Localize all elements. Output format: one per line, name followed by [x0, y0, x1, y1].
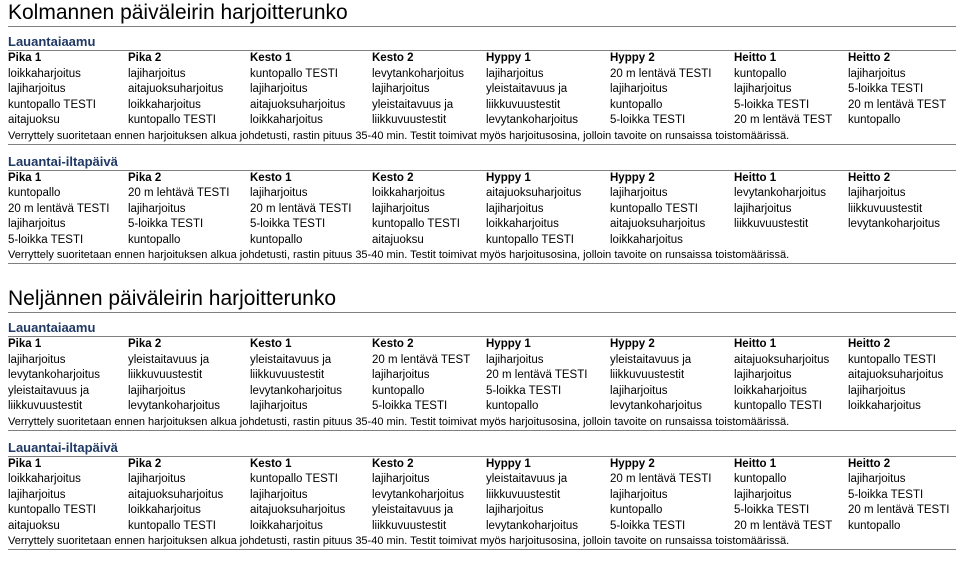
- table-cell: lajiharjoitus: [734, 369, 792, 381]
- table-cell: lajiharjoitus: [8, 353, 66, 366]
- table-cell: 20 m lentävä TESTI: [610, 473, 712, 485]
- table-cell: loikkaharjoitus: [610, 233, 683, 246]
- column-header: Hyppy 1: [486, 171, 531, 184]
- section-title: Lauantai-iltapäivä: [8, 439, 956, 457]
- column-header: Kesto 2: [372, 52, 414, 64]
- column-header: Kesto 2: [372, 171, 414, 184]
- table-cell: levytankoharjoitus: [372, 67, 465, 80]
- table-cell: kuntopallo: [610, 98, 663, 111]
- table-row: [8, 98, 956, 114]
- table-cell: 20 m lentävä TEST: [734, 114, 833, 126]
- table-cell: lajiharjoitus: [848, 473, 906, 485]
- table-cell: lajiharjoitus: [8, 218, 66, 230]
- table-cell: liikkuvuustestit: [372, 114, 447, 126]
- column-header: Pika 2: [128, 338, 162, 350]
- table-row: [8, 384, 956, 400]
- column-header: Pika 2: [128, 457, 162, 470]
- table-cell: 5-loikka TESTI: [372, 400, 448, 412]
- table-cell: levytankoharjoitus: [734, 187, 827, 199]
- table-cell: kuntopallo TESTI: [372, 218, 461, 230]
- column-header: Hyppy 2: [610, 52, 655, 64]
- table-cell: kuntopallo TESTI: [486, 233, 575, 246]
- table-header-row: [8, 457, 956, 473]
- column-header: Hyppy 2: [610, 457, 655, 470]
- table-cell: loikkaharjoitus: [128, 504, 201, 516]
- table-cell: 20 m lehtävä TESTI: [128, 187, 230, 199]
- table-cell: lajiharjoitus: [8, 83, 66, 95]
- table-cell: kuntopallo TESTI: [8, 98, 97, 111]
- column-header: Hyppy 1: [486, 457, 531, 470]
- table-cell: 20 m lentävä TEST: [372, 353, 471, 366]
- column-header: Kesto 1: [250, 457, 292, 470]
- column-header: Hyppy 1: [486, 338, 531, 350]
- table-cell: liikkuvuustestit: [610, 369, 685, 381]
- column-header: Pika 2: [128, 52, 162, 64]
- page-title-2: Neljännen päiväleirin harjoitterunko: [8, 287, 337, 310]
- warmup-note: Verryttely suoritetaan ennen harjoituksen alkua johdetusti, rastin pituus 35-40 min. Testit toimivat myös harjoitusosina, jolloin tavoite on runsaissa toistomäärissä.: [8, 415, 956, 431]
- column-header: Pika 1: [8, 171, 42, 184]
- schedule-table: [8, 337, 956, 415]
- table-row: [8, 503, 956, 519]
- table-row: [8, 202, 956, 218]
- table-cell: lajiharjoitus: [848, 187, 906, 199]
- table-cell: loikkaharjoitus: [734, 384, 807, 397]
- table-row: [8, 113, 956, 129]
- table-cell: liikkuvuustestit: [8, 400, 83, 412]
- table-cell: yleistaitavuus ja: [486, 473, 568, 485]
- table-cell: lajiharjoitus: [128, 473, 186, 485]
- table-cell: yleistaitavuus ja: [372, 98, 454, 111]
- section-2-1: [8, 319, 956, 431]
- title-divider: [8, 312, 956, 313]
- column-header: Heitto 1: [734, 171, 777, 184]
- table-cell: 5-loikka TESTI: [848, 488, 924, 501]
- table-cell: aitajuoksuharjoitus: [610, 218, 706, 230]
- column-header: Kesto 1: [250, 171, 292, 184]
- table-header-row: [8, 171, 956, 187]
- table-row: [8, 353, 956, 369]
- table-cell: aitajuoksu: [8, 114, 60, 126]
- table-row: [8, 217, 956, 233]
- table-row: [8, 399, 956, 415]
- table-cell: lajiharjoitus: [734, 202, 792, 215]
- table-cell: aitajuoksu: [8, 519, 60, 532]
- table-cell: 5-loikka TESTI: [734, 98, 810, 111]
- table-cell: lajiharjoitus: [486, 67, 544, 80]
- table-cell: kuntopallo: [486, 400, 539, 412]
- table-cell: kuntopallo TESTI: [250, 473, 339, 485]
- table-cell: lajiharjoitus: [610, 83, 668, 95]
- table-cell: 20 m lentävä TESTI: [8, 202, 110, 215]
- table-cell: liikkuvuustestit: [250, 369, 325, 381]
- table-row: [8, 186, 956, 202]
- table-cell: 5-loikka TESTI: [734, 504, 810, 516]
- table-cell: kuntopallo: [848, 519, 901, 532]
- table-cell: loikkaharjoitus: [8, 473, 81, 485]
- table-cell: lajiharjoitus: [128, 202, 186, 215]
- table-cell: 5-loikka TESTI: [8, 233, 84, 246]
- table-cell: liikkuvuustestit: [486, 488, 561, 501]
- table-cell: liikkuvuustestit: [128, 369, 203, 381]
- table-row: [8, 233, 956, 249]
- table-cell: lajiharjoitus: [250, 400, 308, 412]
- table-cell: levytankoharjoitus: [250, 384, 343, 397]
- column-header: Pika 1: [8, 457, 42, 470]
- table-cell: lajiharjoitus: [610, 488, 668, 501]
- table-cell: aitajuoksuharjoitus: [128, 488, 224, 501]
- section-1-2: [8, 153, 956, 265]
- table-cell: 5-loikka TESTI: [848, 83, 924, 95]
- table-cell: 5-loikka TESTI: [250, 218, 326, 230]
- table-cell: 5-loikka TESTI: [610, 519, 686, 532]
- table-cell: lajiharjoitus: [610, 187, 668, 199]
- column-header: Heitto 2: [848, 338, 891, 350]
- table-cell: levytankoharjoitus: [128, 400, 221, 412]
- table-cell: 20 m lentävä TESTI: [610, 67, 712, 80]
- table-cell: lajiharjoitus: [250, 488, 308, 501]
- table-cell: kuntopallo: [128, 233, 181, 246]
- warmup-note: Verryttely suoritetaan ennen harjoituksen alkua johdetusti, rastin pituus 35-40 min. Testit toimivat myös harjoitusosina, jolloin tavoite on runsaissa toistomäärissä.: [8, 129, 956, 145]
- table-cell: aitajuoksu: [372, 233, 424, 246]
- table-cell: loikkaharjoitus: [128, 98, 201, 111]
- table-cell: 20 m lentävä TESTI: [486, 369, 588, 381]
- table-cell: kuntopallo TESTI: [250, 67, 339, 80]
- table-cell: liikkuvuustestit: [848, 202, 923, 215]
- column-header: Kesto 2: [372, 457, 414, 470]
- table-cell: 5-loikka TESTI: [610, 114, 686, 126]
- warmup-note: Verryttely suoritetaan ennen harjoituksen alkua johdetusti, rastin pituus 35-40 min. Testit toimivat myös harjoitusosina, jolloin tavoite on runsaissa toistomäärissä.: [8, 248, 956, 264]
- table-cell: yleistaitavuus ja: [372, 504, 454, 516]
- table-row: [8, 472, 956, 488]
- table-cell: lajiharjoitus: [128, 67, 186, 80]
- table-cell: lajiharjoitus: [610, 384, 668, 397]
- table-cell: aitajuoksuharjoitus: [128, 83, 224, 95]
- table-cell: kuntopallo: [8, 187, 61, 199]
- table-cell: 5-loikka TESTI: [128, 218, 204, 230]
- table-cell: kuntopallo TESTI: [734, 400, 823, 412]
- table-cell: aitajuoksuharjoitus: [250, 504, 346, 516]
- table-cell: loikkaharjoitus: [250, 519, 323, 532]
- table-cell: lajiharjoitus: [486, 202, 544, 215]
- table-header-row: [8, 51, 956, 67]
- table-cell: lajiharjoitus: [372, 83, 430, 95]
- table-cell: 20 m lentävä TESTI: [848, 504, 950, 516]
- column-header: Hyppy 2: [610, 338, 655, 350]
- table-cell: kuntopallo TESTI: [848, 353, 937, 366]
- table-cell: 20 m lentävä TEST: [734, 519, 833, 532]
- column-header: Hyppy 1: [486, 52, 531, 64]
- table-cell: lajiharjoitus: [848, 384, 906, 397]
- table-cell: lajiharjoitus: [734, 83, 792, 95]
- table-cell: levytankoharjoitus: [486, 114, 579, 126]
- table-cell: aitajuoksuharjoitus: [486, 187, 582, 199]
- table-row: [8, 519, 956, 535]
- table-cell: kuntopallo: [250, 233, 303, 246]
- table-cell: aitajuoksuharjoitus: [848, 369, 944, 381]
- column-header: Pika 1: [8, 338, 42, 350]
- table-cell: lajiharjoitus: [372, 369, 430, 381]
- table-cell: 5-loikka TESTI: [486, 384, 562, 397]
- table-cell: [734, 233, 848, 249]
- table-cell: yleistaitavuus ja: [250, 353, 332, 366]
- table-cell: yleistaitavuus ja: [486, 83, 568, 95]
- table-cell: liikkuvuustestit: [372, 519, 447, 532]
- table-cell: yleistaitavuus ja: [610, 353, 692, 366]
- table-cell: kuntopallo: [734, 67, 787, 80]
- column-header: Kesto 1: [250, 52, 292, 64]
- column-header: Kesto 1: [250, 338, 292, 350]
- title-divider: [8, 26, 956, 27]
- page-title-1: Kolmannen päiväleirin harjoitterunko: [8, 1, 348, 24]
- table-cell: 20 m lentävä TESTI: [250, 202, 352, 215]
- table-cell: liikkuvuustestit: [734, 218, 809, 230]
- table-cell: loikkaharjoitus: [250, 114, 323, 126]
- table-cell: lajiharjoitus: [486, 504, 544, 516]
- table-cell: loikkaharjoitus: [372, 187, 445, 199]
- table-cell: [848, 233, 956, 249]
- section-title: Lauantaiaamu: [8, 33, 956, 51]
- table-cell: levytankoharjoitus: [610, 400, 703, 412]
- table-cell: lajiharjoitus: [734, 488, 792, 501]
- table-cell: aitajuoksuharjoitus: [734, 353, 830, 366]
- column-header: Heitto 2: [848, 52, 891, 64]
- table-cell: kuntopallo TESTI: [610, 202, 699, 215]
- schedule-table: [8, 171, 956, 249]
- table-row: [8, 488, 956, 504]
- column-header: Pika 2: [128, 171, 162, 184]
- table-cell: lajiharjoitus: [372, 473, 430, 485]
- table-cell: lajiharjoitus: [372, 202, 430, 215]
- document: [8, 0, 956, 550]
- table-cell: loikkaharjoitus: [8, 67, 81, 80]
- table-cell: kuntopallo: [372, 384, 425, 397]
- table-row: [8, 82, 956, 98]
- table-cell: levytankoharjoitus: [486, 519, 579, 532]
- section-1-1: [8, 33, 956, 145]
- column-header: Heitto 2: [848, 457, 891, 470]
- column-header: Heitto 1: [734, 52, 777, 64]
- table-cell: levytankoharjoitus: [848, 218, 941, 230]
- table-cell: lajiharjoitus: [848, 67, 906, 80]
- section-title: Lauantaiaamu: [8, 319, 956, 337]
- schedule-table: [8, 51, 956, 129]
- section-2-2: [8, 439, 956, 551]
- table-cell: 20 m lentävä TEST: [848, 98, 947, 111]
- table-cell: kuntopallo: [610, 504, 663, 516]
- column-header: Heitto 1: [734, 457, 777, 470]
- table-cell: loikkaharjoitus: [486, 218, 559, 230]
- table-cell: lajiharjoitus: [128, 384, 186, 397]
- table-cell: kuntopallo: [734, 473, 787, 485]
- table-cell: kuntopallo: [848, 114, 901, 126]
- schedule-table: [8, 457, 956, 535]
- table-header-row: [8, 337, 956, 353]
- column-header: Heitto 1: [734, 338, 777, 350]
- table-row: [8, 67, 956, 83]
- table-cell: lajiharjoitus: [8, 488, 66, 501]
- table-cell: yleistaitavuus ja: [8, 384, 90, 397]
- table-cell: lajiharjoitus: [250, 83, 308, 95]
- table-cell: yleistaitavuus ja: [128, 353, 210, 366]
- table-cell: kuntopallo TESTI: [128, 114, 217, 126]
- table-row: [8, 368, 956, 384]
- table-cell: levytankoharjoitus: [8, 369, 101, 381]
- table-cell: lajiharjoitus: [486, 353, 544, 366]
- table-cell: aitajuoksuharjoitus: [250, 98, 346, 111]
- table-cell: kuntopallo TESTI: [128, 519, 217, 532]
- table-cell: kuntopallo TESTI: [8, 504, 97, 516]
- column-header: Heitto 2: [848, 171, 891, 184]
- section-title: Lauantai-iltapäivä: [8, 153, 956, 171]
- table-cell: levytankoharjoitus: [372, 488, 465, 501]
- table-cell: liikkuvuustestit: [486, 98, 561, 111]
- column-header: Hyppy 2: [610, 171, 655, 184]
- table-cell: lajiharjoitus: [250, 187, 308, 199]
- table-cell: loikkaharjoitus: [848, 400, 921, 412]
- column-header: Kesto 2: [372, 338, 414, 350]
- column-header: Pika 1: [8, 52, 42, 64]
- warmup-note: Verryttely suoritetaan ennen harjoituksen alkua johdetusti, rastin pituus 35-40 min. Testit toimivat myös harjoitusosina, jolloin tavoite on runsaissa toistomäärissä.: [8, 534, 956, 550]
